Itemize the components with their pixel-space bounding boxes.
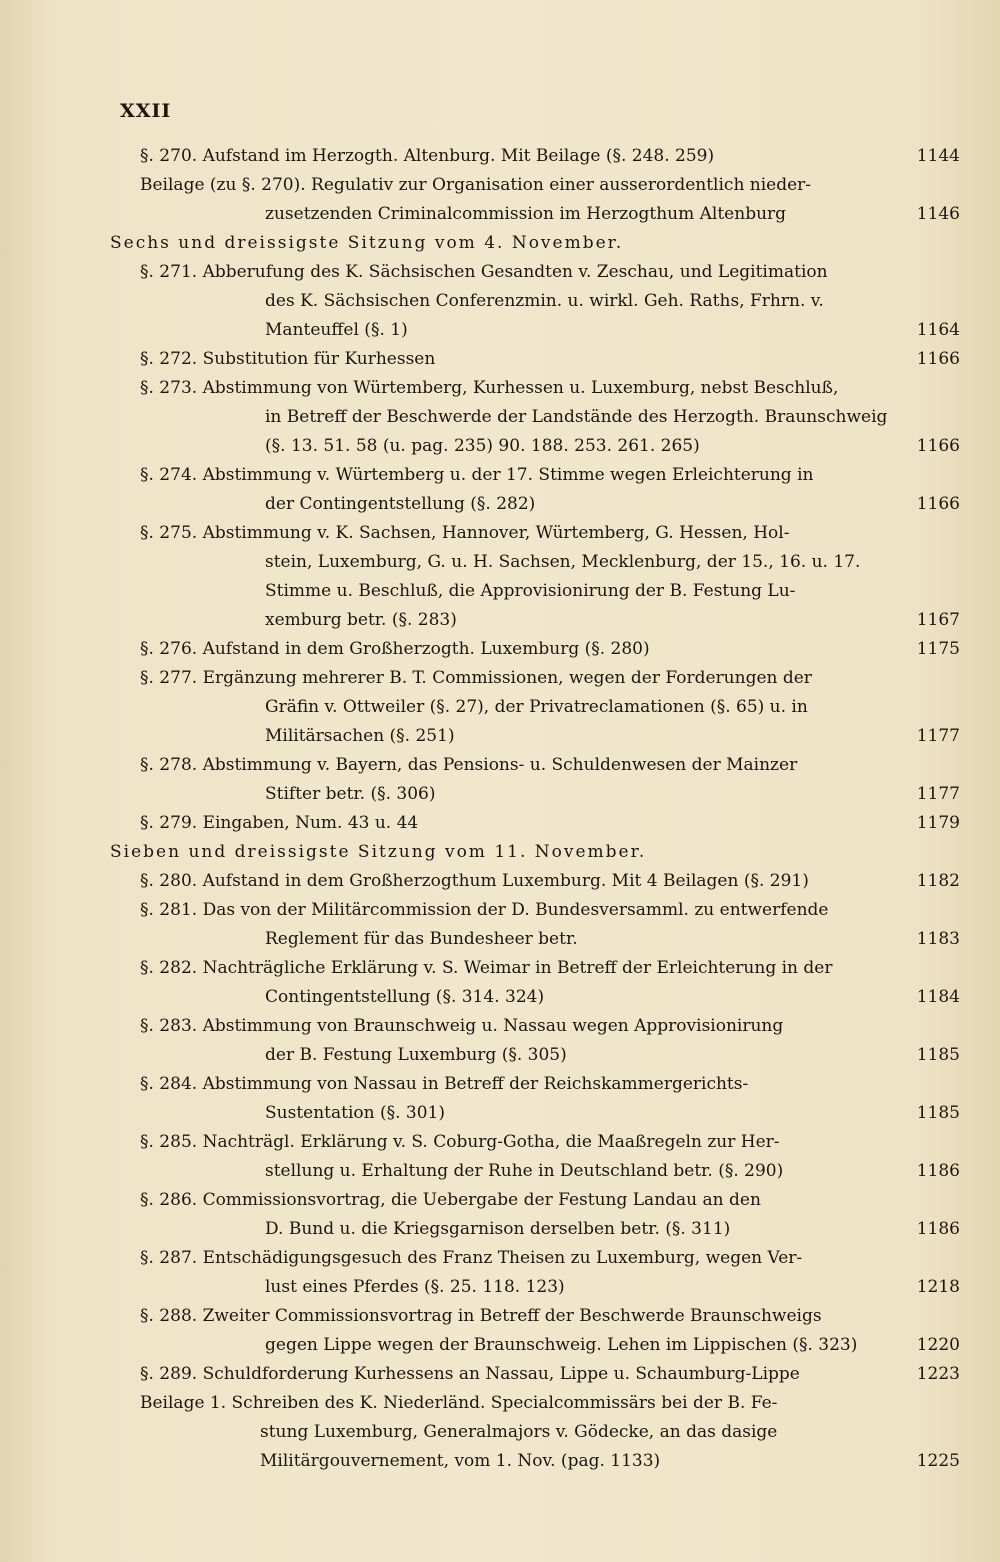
toc-line	[110, 1099, 960, 1128]
toc-line-text: §. 283. Abstimmung von Braunschweig u. Nassau wegen Approvisionirung	[140, 1016, 784, 1036]
page-reference: 1166	[916, 436, 960, 456]
page-reference: 1184	[916, 987, 960, 1007]
toc-line-text: Stifter betr. (§. 306)	[265, 784, 436, 804]
toc-line	[110, 1157, 960, 1186]
toc-line	[110, 1070, 960, 1099]
toc-line	[110, 925, 960, 954]
page-reference: 1164	[916, 320, 960, 340]
toc-line	[110, 1418, 960, 1447]
page-reference: 1166	[916, 349, 960, 369]
page-number: XXII	[120, 100, 172, 122]
toc-line	[110, 780, 960, 809]
toc-line-text: §. 285. Nachträgl. Erklärung v. S. Coburg-Gotha, die Maaßregeln zur Her-	[140, 1132, 780, 1152]
toc-line-text: §. 280. Aufstand in dem Großherzogthum Luxemburg. Mit 4 Beilagen (§. 291)	[140, 871, 809, 891]
toc-line-text: §. 278. Abstimmung v. Bayern, das Pensions- u. Schuldenwesen der Mainzer	[140, 755, 798, 775]
toc-line-text: der Contingentstellung (§. 282)	[265, 494, 536, 514]
page-reference: 1220	[916, 1335, 960, 1355]
page-reference: 1177	[916, 726, 960, 746]
page-reference: 1185	[916, 1045, 960, 1065]
toc-line	[110, 809, 960, 838]
toc-line	[110, 983, 960, 1012]
toc-line	[110, 1302, 960, 1331]
table-of-contents	[110, 142, 960, 1476]
toc-line	[110, 461, 960, 490]
page-reference: 1179	[916, 813, 960, 833]
toc-line-text: §. 274. Abstimmung v. Würtemberg u. der 17. Stimme wegen Erleichterung in	[140, 465, 814, 485]
toc-line	[110, 142, 960, 171]
toc-line	[110, 490, 960, 519]
toc-line	[110, 896, 960, 925]
page-reference: 1182	[916, 871, 960, 891]
toc-line-text: xemburg betr. (§. 283)	[265, 610, 457, 630]
page-reference: 1185	[916, 1103, 960, 1123]
page-reference: 1167	[916, 610, 960, 630]
toc-line-text: §. 284. Abstimmung von Nassau in Betreff der Reichskammergerichts-	[140, 1074, 749, 1094]
toc-line-text: des K. Sächsischen Conferenzmin. u. wirkl. Geh. Raths, Frhrn. v.	[265, 291, 824, 311]
toc-line-text: stein, Luxemburg, G. u. H. Sachsen, Mecklenburg, der 15., 16. u. 17.	[265, 552, 861, 572]
page-reference: 1175	[916, 639, 960, 659]
page-reference: 1146	[916, 204, 960, 224]
toc-line-text: Militärgouvernement, vom 1. Nov. (pag. 1133)	[260, 1451, 661, 1471]
toc-line	[110, 432, 960, 461]
page-reference: 1183	[916, 929, 960, 949]
toc-line-text: Stimme u. Beschluß, die Approvisionirung der B. Festung Lu-	[265, 581, 796, 601]
toc-line-text: Manteuffel (§. 1)	[265, 320, 408, 340]
toc-line-text: lust eines Pferdes (§. 25. 118. 123)	[265, 1277, 565, 1297]
toc-line-text: (§. 13. 51. 58 (u. pag. 235) 90. 188. 253. 261. 265)	[265, 436, 700, 456]
page-reference: 1144	[916, 146, 960, 166]
toc-line-text: §. 281. Das von der Militärcommission der D. Bundesversamml. zu entwerfende	[140, 900, 829, 920]
toc-line-text: D. Bund u. die Kriegsgarnison derselben betr. (§. 311)	[265, 1219, 731, 1239]
page-reference: 1218	[916, 1277, 960, 1297]
toc-line	[110, 1360, 960, 1389]
toc-line-text: Reglement für das Bundesheer betr.	[265, 929, 578, 949]
toc-line-text: Sechs und dreissigste Sitzung vom 4. November.	[110, 233, 624, 253]
toc-line	[110, 577, 960, 606]
toc-line	[110, 374, 960, 403]
toc-line	[110, 1331, 960, 1360]
toc-line	[110, 519, 960, 548]
toc-line-text: Militärsachen (§. 251)	[265, 726, 455, 746]
toc-line	[110, 751, 960, 780]
toc-line	[110, 403, 960, 432]
toc-line-text: §. 275. Abstimmung v. K. Sachsen, Hannover, Würtemberg, G. Hessen, Hol-	[140, 523, 790, 543]
toc-line-text: §. 276. Aufstand in dem Großherzogth. Luxemburg (§. 280)	[140, 639, 650, 659]
page-reference: 1186	[916, 1161, 960, 1181]
toc-line-text: zusetzenden Criminalcommission im Herzogthum Altenburg	[265, 204, 787, 224]
toc-line	[110, 548, 960, 577]
toc-line	[110, 287, 960, 316]
toc-line-text: §. 272. Substitution für Kurhessen	[140, 349, 436, 369]
toc-line-text: §. 286. Commissionsvortrag, die Uebergabe der Festung Landau an den	[140, 1190, 761, 1210]
toc-line	[110, 1389, 960, 1418]
toc-line	[110, 1128, 960, 1157]
toc-line-text: §. 271. Abberufung des K. Sächsischen Gesandten v. Zeschau, und Legitimation	[140, 262, 828, 282]
toc-line	[110, 258, 960, 287]
toc-line-text: Sieben und dreissigste Sitzung vom 11. November.	[110, 842, 647, 862]
toc-line	[110, 722, 960, 751]
toc-line-text: §. 270. Aufstand im Herzogth. Altenburg. Mit Beilage (§. 248. 259)	[140, 146, 715, 166]
toc-line-text: §. 282. Nachträgliche Erklärung v. S. Weimar in Betreff der Erleichterung in der	[140, 958, 833, 978]
toc-line	[110, 1244, 960, 1273]
toc-line-text: §. 289. Schuldforderung Kurhessens an Nassau, Lippe u. Schaumburg-Lippe	[140, 1364, 800, 1384]
toc-line-text: stung Luxemburg, Generalmajors v. Gödecke, an das dasige	[260, 1422, 778, 1442]
toc-line	[110, 1273, 960, 1302]
session-heading	[110, 229, 960, 258]
toc-line	[110, 693, 960, 722]
session-heading	[110, 838, 960, 867]
toc-line	[110, 200, 960, 229]
toc-line	[110, 1012, 960, 1041]
toc-line-text: Contingentstellung (§. 314. 324)	[265, 987, 545, 1007]
toc-line-text: Sustentation (§. 301)	[265, 1103, 446, 1123]
toc-line	[110, 954, 960, 983]
toc-line	[110, 664, 960, 693]
toc-line-text: der B. Festung Luxemburg (§. 305)	[265, 1045, 567, 1065]
toc-line-text: §. 279. Eingaben, Num. 43 u. 44	[140, 813, 419, 833]
toc-line	[110, 606, 960, 635]
toc-line-text: §. 288. Zweiter Commissionsvortrag in Betreff der Beschwerde Braunschweigs	[140, 1306, 822, 1326]
toc-line	[110, 867, 960, 896]
page-reference: 1186	[916, 1219, 960, 1239]
toc-line	[110, 316, 960, 345]
toc-line-text: stellung u. Erhaltung der Ruhe in Deutschland betr. (§. 290)	[265, 1161, 784, 1181]
toc-line	[110, 1041, 960, 1070]
toc-line-text: §. 273. Abstimmung von Würtemberg, Kurhessen u. Luxemburg, nebst Beschluß,	[140, 378, 839, 398]
toc-line-text: in Betreff der Beschwerde der Landstände des Herzogth. Braunschweig	[265, 407, 888, 427]
page-reference: 1166	[916, 494, 960, 514]
toc-line	[110, 635, 960, 664]
page-reference: 1177	[916, 784, 960, 804]
toc-line-text: Beilage (zu §. 270). Regulativ zur Organisation einer ausserordentlich nieder-	[140, 175, 812, 195]
page-reference: 1223	[916, 1364, 960, 1384]
toc-line	[110, 1215, 960, 1244]
toc-line-text: Beilage 1. Schreiben des K. Niederländ. Specialcommissärs bei der B. Fe-	[140, 1393, 778, 1413]
toc-line-text: gegen Lippe wegen der Braunschweig. Lehen im Lippischen (§. 323)	[265, 1335, 858, 1355]
toc-line	[110, 1447, 960, 1476]
toc-line	[110, 1186, 960, 1215]
toc-line	[110, 345, 960, 374]
toc-line	[110, 171, 960, 200]
toc-line-text: §. 287. Entschädigungsgesuch des Franz Theisen zu Luxemburg, wegen Ver-	[140, 1248, 803, 1268]
toc-line-text: Gräfin v. Ottweiler (§. 27), der Privatreclamationen (§. 65) u. in	[265, 697, 808, 717]
page-reference: 1225	[916, 1451, 960, 1471]
toc-line-text: §. 277. Ergänzung mehrerer B. T. Commissionen, wegen der Forderungen der	[140, 668, 812, 688]
